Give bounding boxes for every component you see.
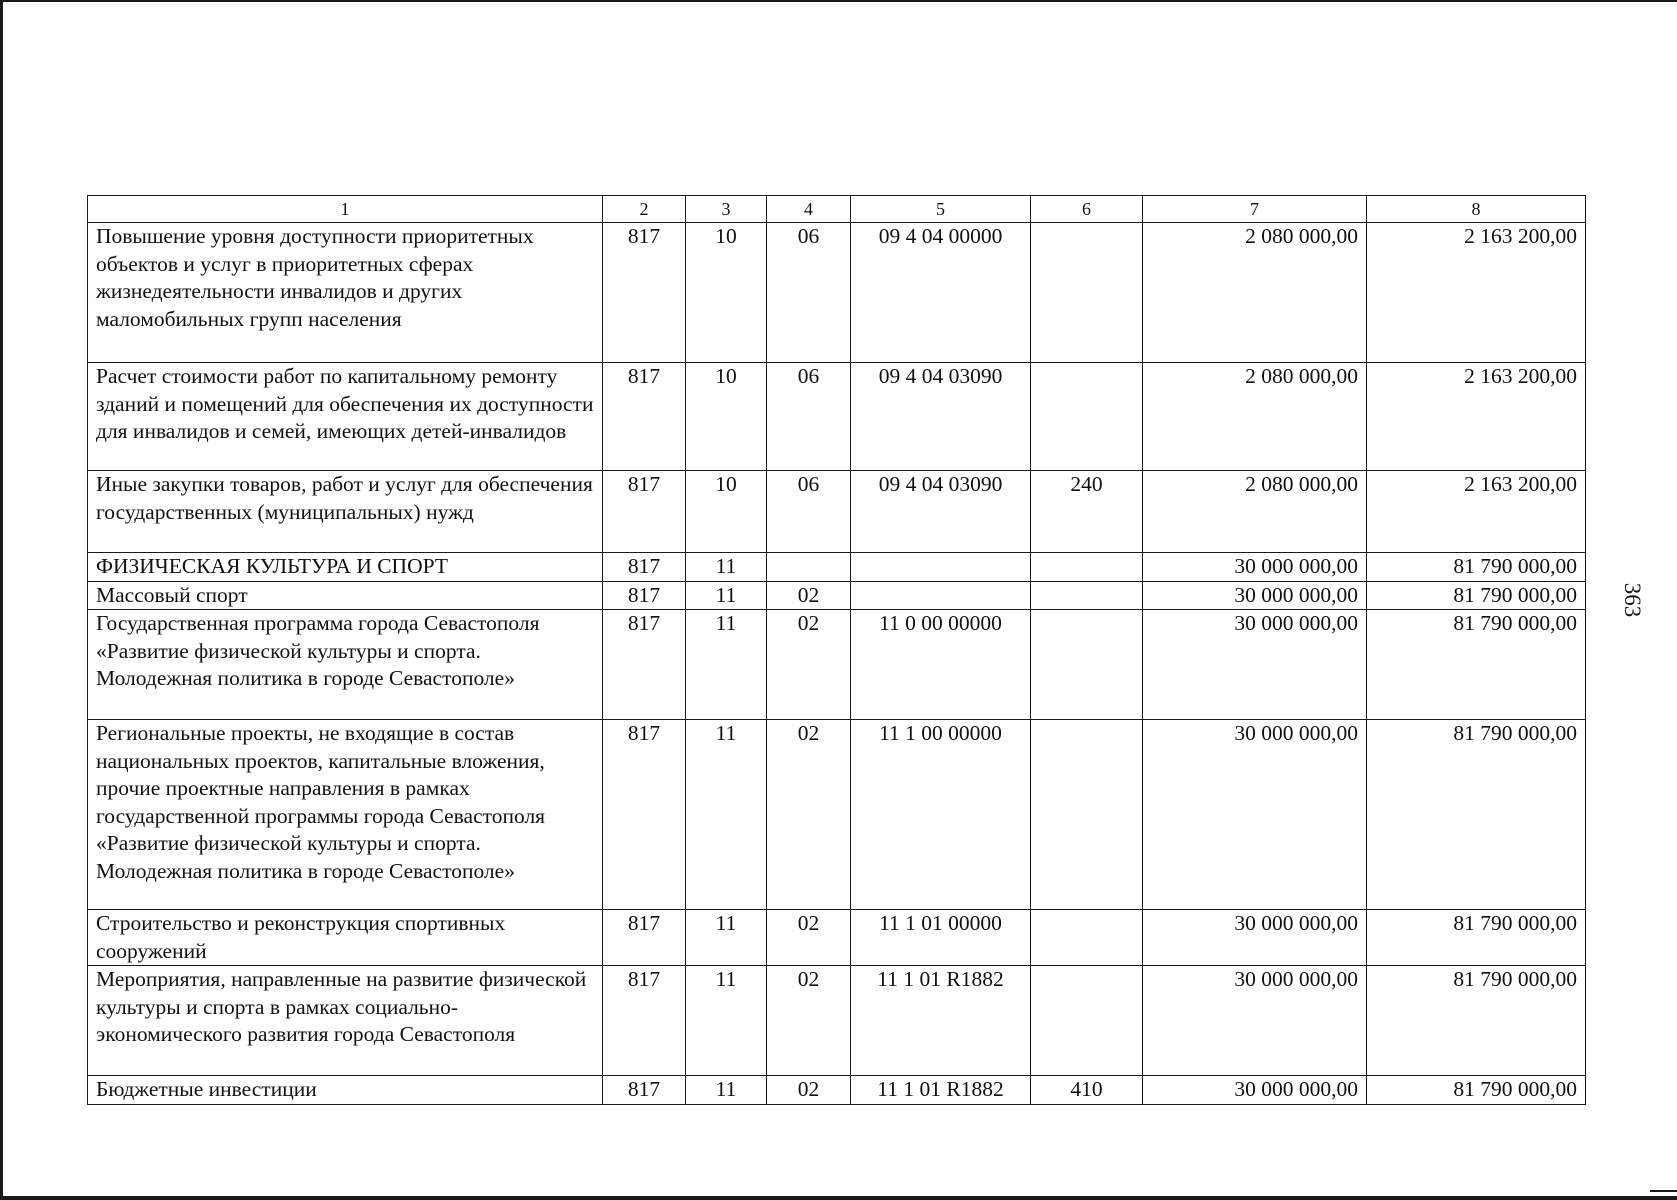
amount-col7-cell: 30 000 000,00	[1143, 1076, 1367, 1105]
header-cell-4: 4	[767, 196, 851, 223]
name-cell: Строительство и реконструкция спортивных сооружений	[88, 910, 603, 966]
amount-col8-cell: 2 163 200,00	[1367, 363, 1586, 471]
amount-col7-cell: 2 080 000,00	[1143, 471, 1367, 553]
subsection-cell: 06	[767, 363, 851, 471]
code-cell: 817	[603, 363, 686, 471]
header-cell-3: 3	[686, 196, 767, 223]
table-row	[88, 363, 1586, 471]
expense-type-cell	[1031, 553, 1143, 582]
header-cell-6: 6	[1031, 196, 1143, 223]
table-row	[88, 223, 1586, 363]
code-cell: 817	[603, 910, 686, 966]
header-cell-8: 8	[1367, 196, 1586, 223]
budget-table	[87, 195, 1586, 1105]
section-cell: 11	[686, 553, 767, 582]
amount-col7-cell: 2 080 000,00	[1143, 223, 1367, 363]
name-cell: Массовый спорт	[88, 581, 603, 610]
scan-border-tick	[1650, 1190, 1677, 1192]
expense-type-cell: 410	[1031, 1076, 1143, 1105]
table-row	[88, 553, 1586, 582]
page-number: 363	[1620, 582, 1645, 618]
name-cell: Расчет стоимости работ по капитальному ремонту зданий и помещений для обеспечения их доступности для инвалидов и семей, имеющих детей-инвалидов	[88, 363, 603, 471]
amount-col7-cell: 2 080 000,00	[1143, 363, 1367, 471]
amount-col7-cell: 30 000 000,00	[1143, 610, 1367, 720]
name-cell: Иные закупки товаров, работ и услуг для обеспечения государственных (муниципальных) нужд	[88, 471, 603, 553]
header-cell-2: 2	[603, 196, 686, 223]
table-row	[88, 720, 1586, 910]
name-cell: Государственная программа города Севастополя «Развитие физической культуры и спорта. Молодежная политика в городе Севастополе»	[88, 610, 603, 720]
name-cell: Мероприятия, направленные на развитие физической культуры и спорта в рамках социально-экономического развития города Севастополя	[88, 966, 603, 1076]
subsection-cell: 02	[767, 966, 851, 1076]
amount-col8-cell: 81 790 000,00	[1367, 966, 1586, 1076]
name-cell: Региональные проекты, не входящие в состав национальных проектов, капитальные вложения, прочие проектные направления в рамках государственной программы города Севастополя «Развитие физической культуры и спорта. Молодежная политика в городе Севастополе»	[88, 720, 603, 910]
section-cell: 11	[686, 1076, 767, 1105]
subsection-cell: 02	[767, 610, 851, 720]
target-article-cell: 09 4 04 00000	[851, 223, 1031, 363]
expense-type-cell	[1031, 223, 1143, 363]
code-cell: 817	[603, 720, 686, 910]
amount-col8-cell: 81 790 000,00	[1367, 610, 1586, 720]
section-cell: 10	[686, 223, 767, 363]
header-cell-5: 5	[851, 196, 1031, 223]
subsection-cell: 02	[767, 910, 851, 966]
amount-col8-cell: 2 163 200,00	[1367, 471, 1586, 553]
amount-col7-cell: 30 000 000,00	[1143, 720, 1367, 910]
subsection-cell: 02	[767, 581, 851, 610]
subsection-cell: 06	[767, 471, 851, 553]
amount-col8-cell: 81 790 000,00	[1367, 910, 1586, 966]
expense-type-cell	[1031, 363, 1143, 471]
expense-type-cell	[1031, 581, 1143, 610]
name-cell: Повышение уровня доступности приоритетных объектов и услуг в приоритетных сферах жизнедеятельности инвалидов и других маломобильных групп населения	[88, 223, 603, 363]
amount-col7-cell: 30 000 000,00	[1143, 581, 1367, 610]
amount-col8-cell: 81 790 000,00	[1367, 553, 1586, 582]
target-article-cell: 11 0 00 00000	[851, 610, 1031, 720]
subsection-cell: 02	[767, 720, 851, 910]
expense-type-cell: 240	[1031, 471, 1143, 553]
expense-type-cell	[1031, 720, 1143, 910]
table-row	[88, 966, 1586, 1076]
table-row	[88, 910, 1586, 966]
target-article-cell: 11 1 01 R1882	[851, 1076, 1031, 1105]
amount-col7-cell: 30 000 000,00	[1143, 966, 1367, 1076]
header-row	[88, 196, 1586, 223]
amount-col7-cell: 30 000 000,00	[1143, 910, 1367, 966]
amount-col7-cell: 30 000 000,00	[1143, 553, 1367, 582]
expense-type-cell	[1031, 610, 1143, 720]
section-cell: 11	[686, 720, 767, 910]
target-article-cell: 11 1 00 00000	[851, 720, 1031, 910]
subsection-cell: 06	[767, 223, 851, 363]
amount-col8-cell: 81 790 000,00	[1367, 1076, 1586, 1105]
table-row	[88, 471, 1586, 553]
header-cell-7: 7	[1143, 196, 1367, 223]
name-cell: ФИЗИЧЕСКАЯ КУЛЬТУРА И СПОРТ	[88, 553, 603, 582]
name-cell: Бюджетные инвестиции	[88, 1076, 603, 1105]
subsection-cell	[767, 553, 851, 582]
code-cell: 817	[603, 581, 686, 610]
amount-col8-cell: 2 163 200,00	[1367, 223, 1586, 363]
section-cell: 11	[686, 966, 767, 1076]
expense-type-cell	[1031, 966, 1143, 1076]
code-cell: 817	[603, 223, 686, 363]
scan-border-top	[0, 0, 1677, 2]
section-cell: 11	[686, 610, 767, 720]
section-cell: 11	[686, 910, 767, 966]
target-article-cell	[851, 581, 1031, 610]
table-row	[88, 581, 1586, 610]
scan-border-bottom	[0, 1196, 1677, 1200]
table-row	[88, 1076, 1586, 1105]
code-cell: 817	[603, 610, 686, 720]
target-article-cell: 09 4 04 03090	[851, 363, 1031, 471]
code-cell: 817	[603, 471, 686, 553]
section-cell: 10	[686, 363, 767, 471]
table-row	[88, 610, 1586, 720]
subsection-cell: 02	[767, 1076, 851, 1105]
code-cell: 817	[603, 553, 686, 582]
section-cell: 11	[686, 581, 767, 610]
scan-border-left	[0, 0, 3, 1200]
target-article-cell: 11 1 01 R1882	[851, 966, 1031, 1076]
code-cell: 817	[603, 1076, 686, 1105]
amount-col8-cell: 81 790 000,00	[1367, 581, 1586, 610]
target-article-cell	[851, 553, 1031, 582]
code-cell: 817	[603, 966, 686, 1076]
target-article-cell: 09 4 04 03090	[851, 471, 1031, 553]
header-cell-1: 1	[88, 196, 603, 223]
expense-type-cell	[1031, 910, 1143, 966]
amount-col8-cell: 81 790 000,00	[1367, 720, 1586, 910]
section-cell: 10	[686, 471, 767, 553]
target-article-cell: 11 1 01 00000	[851, 910, 1031, 966]
